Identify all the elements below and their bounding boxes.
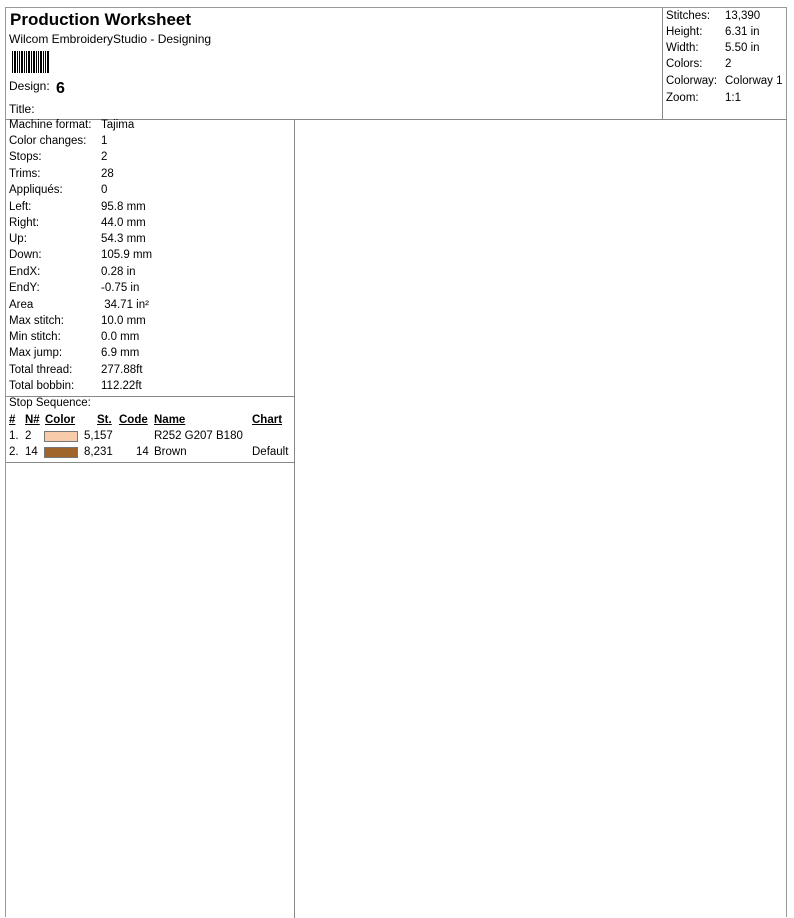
row-name: Brown (154, 446, 187, 458)
property-label: Color changes: (9, 135, 87, 147)
property-label: Left: (9, 201, 32, 213)
property-label: Max stitch: (9, 315, 64, 327)
property-label: Max jump: (9, 347, 63, 359)
stat-value: 5.50 in (725, 42, 760, 54)
property-label: Min stitch: (9, 331, 61, 343)
property-row (9, 331, 140, 343)
property-row (9, 201, 146, 213)
app-subtitle: Wilcom EmbroideryStudio - Designing (9, 32, 212, 46)
col-header-num: # (9, 414, 16, 426)
property-row (9, 135, 108, 147)
row-number: 2. (9, 446, 19, 458)
property-row (9, 282, 140, 294)
property-row (9, 184, 108, 196)
stats-panel (662, 8, 789, 119)
stat-label: Height: (666, 26, 703, 38)
property-value: 1 (101, 135, 108, 147)
property-value: -0.75 in (101, 282, 140, 294)
property-label: Total bobbin: (9, 380, 75, 392)
property-row (9, 249, 153, 261)
property-row (9, 364, 143, 376)
property-row (9, 299, 149, 311)
row-needle: 2 (25, 430, 32, 442)
property-label: Area (9, 299, 34, 311)
property-value: 2 (101, 151, 108, 163)
property-value: 277.88ft (101, 364, 143, 376)
property-label: Stops: (9, 151, 42, 163)
property-value: 54.3 mm (101, 233, 146, 245)
property-value: 0.0 mm (101, 331, 140, 343)
row-chart: Default (252, 446, 289, 458)
stat-label: Colors: (666, 58, 703, 70)
stat-value: 2 (725, 58, 732, 70)
stat-row (666, 58, 732, 70)
property-row (9, 380, 142, 392)
property-value: 0 (101, 184, 108, 196)
row-code: 14 (136, 446, 149, 458)
stat-row (666, 42, 760, 54)
col-header-code: Code (119, 414, 148, 426)
stat-row (666, 26, 760, 38)
stat-label: Colorway: (666, 75, 718, 87)
property-value: 28 (101, 168, 114, 180)
stop-sequence-heading: Stop Sequence: (9, 397, 91, 409)
property-label: Right: (9, 217, 40, 229)
property-label: EndY: (9, 282, 40, 294)
worksheet-header (6, 8, 787, 120)
property-label: Trims: (9, 168, 41, 180)
row-stitches: 5,157 (84, 430, 113, 442)
property-row (9, 151, 108, 163)
stat-label: Width: (666, 42, 699, 54)
col-header-chart: Chart (252, 414, 283, 426)
property-label: Down: (9, 249, 42, 261)
property-row (9, 119, 135, 131)
property-label: Total thread: (9, 364, 73, 376)
worksheet-page (5, 7, 787, 917)
col-header-needle: N# (25, 414, 40, 426)
row-number: 1. (9, 430, 19, 442)
section-divider (6, 462, 294, 463)
row-name: R252 G207 B180 (154, 430, 243, 442)
properties-panel (6, 119, 295, 918)
property-value: 112.22ft (101, 380, 142, 392)
property-label: EndX: (9, 266, 41, 278)
stat-value: 6.31 in (725, 26, 760, 38)
color-swatch (44, 431, 78, 442)
stat-label: Stitches: (666, 10, 711, 22)
row-needle: 14 (25, 446, 38, 458)
property-label: Up: (9, 233, 27, 245)
stat-row (666, 75, 783, 87)
property-label: Machine format: (9, 119, 92, 131)
row-stitches: 8,231 (84, 446, 113, 458)
property-value: 34.71 in² (101, 299, 149, 311)
property-row (9, 315, 146, 327)
property-value: 44.0 mm (101, 217, 146, 229)
stat-value: 1:1 (725, 92, 741, 104)
property-row (9, 233, 146, 245)
col-header-stitches: St. (97, 414, 112, 426)
col-header-name: Name (154, 414, 186, 426)
property-value: 10.0 mm (101, 315, 146, 327)
color-swatch (44, 447, 78, 458)
property-row (9, 266, 136, 278)
stat-value: 13,390 (725, 10, 761, 22)
col-header-color: Color (45, 414, 76, 426)
title-label: Title: (9, 102, 35, 116)
property-value: Tajima (101, 119, 135, 131)
property-value: 0.28 in (101, 266, 136, 278)
property-value: 6.9 mm (101, 347, 140, 359)
page-title: Production Worksheet (10, 10, 192, 29)
stat-row (666, 10, 761, 22)
design-number: 6 (56, 80, 65, 97)
property-label: Appliqués: (9, 184, 63, 196)
design-label: Design: (9, 79, 50, 93)
property-row (9, 217, 146, 229)
property-value: 95.8 mm (101, 201, 146, 213)
barcode-icon (12, 51, 50, 73)
property-row (9, 347, 140, 359)
property-value: 105.9 mm (101, 249, 153, 261)
stat-label: Zoom: (666, 92, 699, 104)
stat-value: Colorway 1 (725, 75, 783, 87)
stat-row (666, 92, 741, 104)
property-row (9, 168, 114, 180)
